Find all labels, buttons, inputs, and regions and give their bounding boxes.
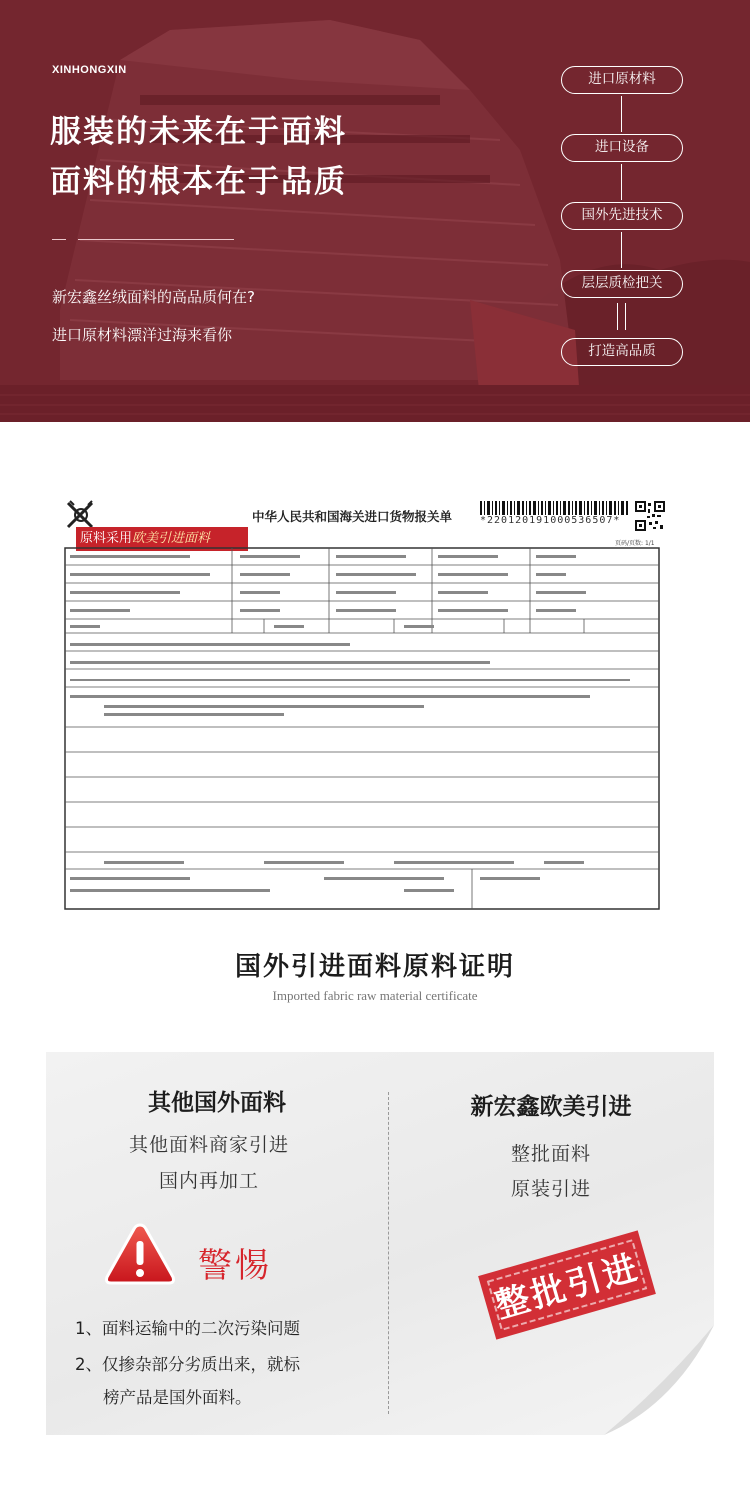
certificate-page-number: 页码/页数: 1/1	[615, 540, 655, 547]
issue-item-2: 2、仅掺杂部分劣质出来，就标	[75, 1355, 300, 1374]
step-pill-quality-check: 层层质检把关	[561, 270, 683, 298]
warning-triangle-icon	[103, 1221, 177, 1287]
right-column-line-2: 原装引进	[510, 1178, 591, 1200]
issue-item-2-continued: 榜产品是国外面料。	[103, 1388, 252, 1407]
step-connector	[617, 303, 618, 330]
step-connector	[621, 164, 622, 200]
certificate-caption: 国外引进面料原料证明	[234, 952, 515, 982]
issue-item-1: 1、面料运输中的二次污染问题	[75, 1319, 300, 1338]
step-pill-high-quality: 打造高品质	[561, 338, 683, 366]
step-pill-imported-equipment: 进口设备	[561, 134, 683, 162]
divider-short	[52, 239, 66, 240]
page-curl-decoration	[604, 1325, 714, 1435]
subtitle-line-2: 进口原材料漂洋过海来看你	[52, 326, 233, 344]
left-column-line-2: 国内再加工	[158, 1170, 259, 1192]
step-connector	[621, 96, 622, 132]
certificate-title: 中华人民共和国海关进口货物报关单	[252, 509, 453, 524]
tag-highlight: 欧美引进面料	[132, 531, 211, 546]
headline-line-2: 面料的根本在于品质	[50, 164, 347, 200]
left-column-line-1: 其他面料商家引进	[128, 1134, 289, 1156]
right-column-line-1: 整批面料	[510, 1143, 591, 1165]
divider-long	[78, 239, 234, 240]
tag-prefix: 原料采用	[80, 531, 133, 546]
barcode-number: *220120191000536507*	[480, 515, 621, 526]
step-pill-imported-materials: 进口原材料	[561, 66, 683, 94]
warning-label: 警惕	[198, 1246, 272, 1286]
step-connector	[621, 232, 622, 268]
qr-code-icon	[635, 501, 665, 531]
customs-declaration-certificate	[60, 497, 672, 915]
whole-batch-import-stamp	[462, 1230, 672, 1340]
headline-line-1: 服装的未来在于面料	[50, 114, 347, 150]
subtitle-line-1: 新宏鑫丝绒面料的高品质何在?	[52, 288, 255, 306]
brand-name: XINHONGXIN	[52, 64, 127, 76]
step-connector	[625, 303, 626, 330]
certificate-caption-english: Imported fabric raw material certificate	[272, 988, 478, 1003]
stamp-text: 整批引进	[490, 1247, 645, 1327]
hero-banner	[0, 0, 750, 422]
step-pill-advanced-tech: 国外先进技术	[561, 202, 683, 230]
barcode-icon	[480, 501, 630, 515]
right-column-title: 新宏鑫欧美引进	[470, 1094, 632, 1120]
left-column-title: 其他国外面料	[148, 1090, 286, 1116]
certificate-form-grid	[64, 547, 660, 911]
